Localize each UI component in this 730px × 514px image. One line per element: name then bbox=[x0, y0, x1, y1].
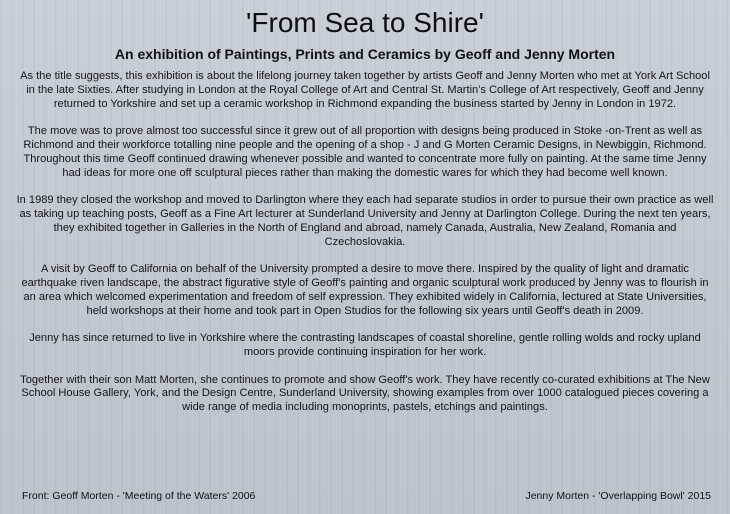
paragraph-yorkshire: Jenny has since returned to live in Yorkshire where the contrasting landscapes of coastal shoreline, gentle rolling wolds and rocky upland moors provide continuing inspiration for her work. bbox=[29, 332, 701, 358]
paragraph-california: A visit by Geoff to California on behalf of the University prompted a desire to move there. Inspired by the quality of light and dramatic earthquake riven landscape, the abstract figurative style of Geoff's painting and organic sculptural work produced by Jenny was to flourish in an area which welcomed experimentation and freedom of self expression. They exhibited widely in California, lectured at State Universities, held workshops at their home and took part in Open Studios for the following six years until Geoff's death in 2009. bbox=[21, 263, 709, 317]
paragraph-matt-morten: Together with their son Matt Morten, she continues to promote and show Geoff's work. They have recently co-curated exhibitions at The New School House Gallery, York, and the Design Centre, Sunderland University, showing examples from over 1000 catalogued pieces covering a wide range of media including monoprints, pastels, etchings and paintings. bbox=[20, 373, 710, 414]
body-text bbox=[16, 70, 714, 429]
paragraph-darlington: In 1989 they closed the workshop and moved to Darlington where they each had separate studios in order to pursue their own practice as well as taking up teaching posts, Geoff as a Fine Art lecturer at Sunderland University and Jenny at Darlington College. During the next ten years, they exhibited together in Galleries in the North of England and abroad, namely Canada, Australia, New Zealand, Romania and Czechoslovakia. bbox=[16, 194, 714, 248]
paragraph-intro: As the title suggests, this exhibition is about the lifelong journey taken together by artists Geoff and Jenny Morten who met at York Art School in the late Sixties. After studying in London at the Royal College of Art and Central St. Martin's College of Art respectively, Geoff and Jenny returned to Yorkshire and set up a ceramic workshop in Richmond expanding the business started by Jenny in London in 1972. bbox=[20, 70, 710, 110]
paragraph-workshop: The move was to prove almost too successful since it grew out of all proportion with designs being produced in Stoke -on-Trent as well as Richmond and their workforce totalling nine people and the opening of a shop - J and G Morten Ceramic Designs, in Newbiggin, Richmond. Throughout this time Geoff continued drawing whenever possible and wanted to concentrate more fully on painting. At the same time Jenny had ideas for more one off sculptural pieces rather than making the domestic wares for which they had become well known. bbox=[23, 125, 707, 179]
back-image-caption: Jenny Morten - 'Overlapping Bowl' 2015 bbox=[525, 490, 711, 502]
front-image-caption: Front: Geoff Morten - 'Meeting of the Waters' 2006 bbox=[22, 490, 256, 502]
page-title: 'From Sea to Shire' bbox=[246, 7, 484, 38]
page-subtitle: An exhibition of Paintings, Prints and Ceramics by Geoff and Jenny Morten bbox=[114, 46, 616, 62]
